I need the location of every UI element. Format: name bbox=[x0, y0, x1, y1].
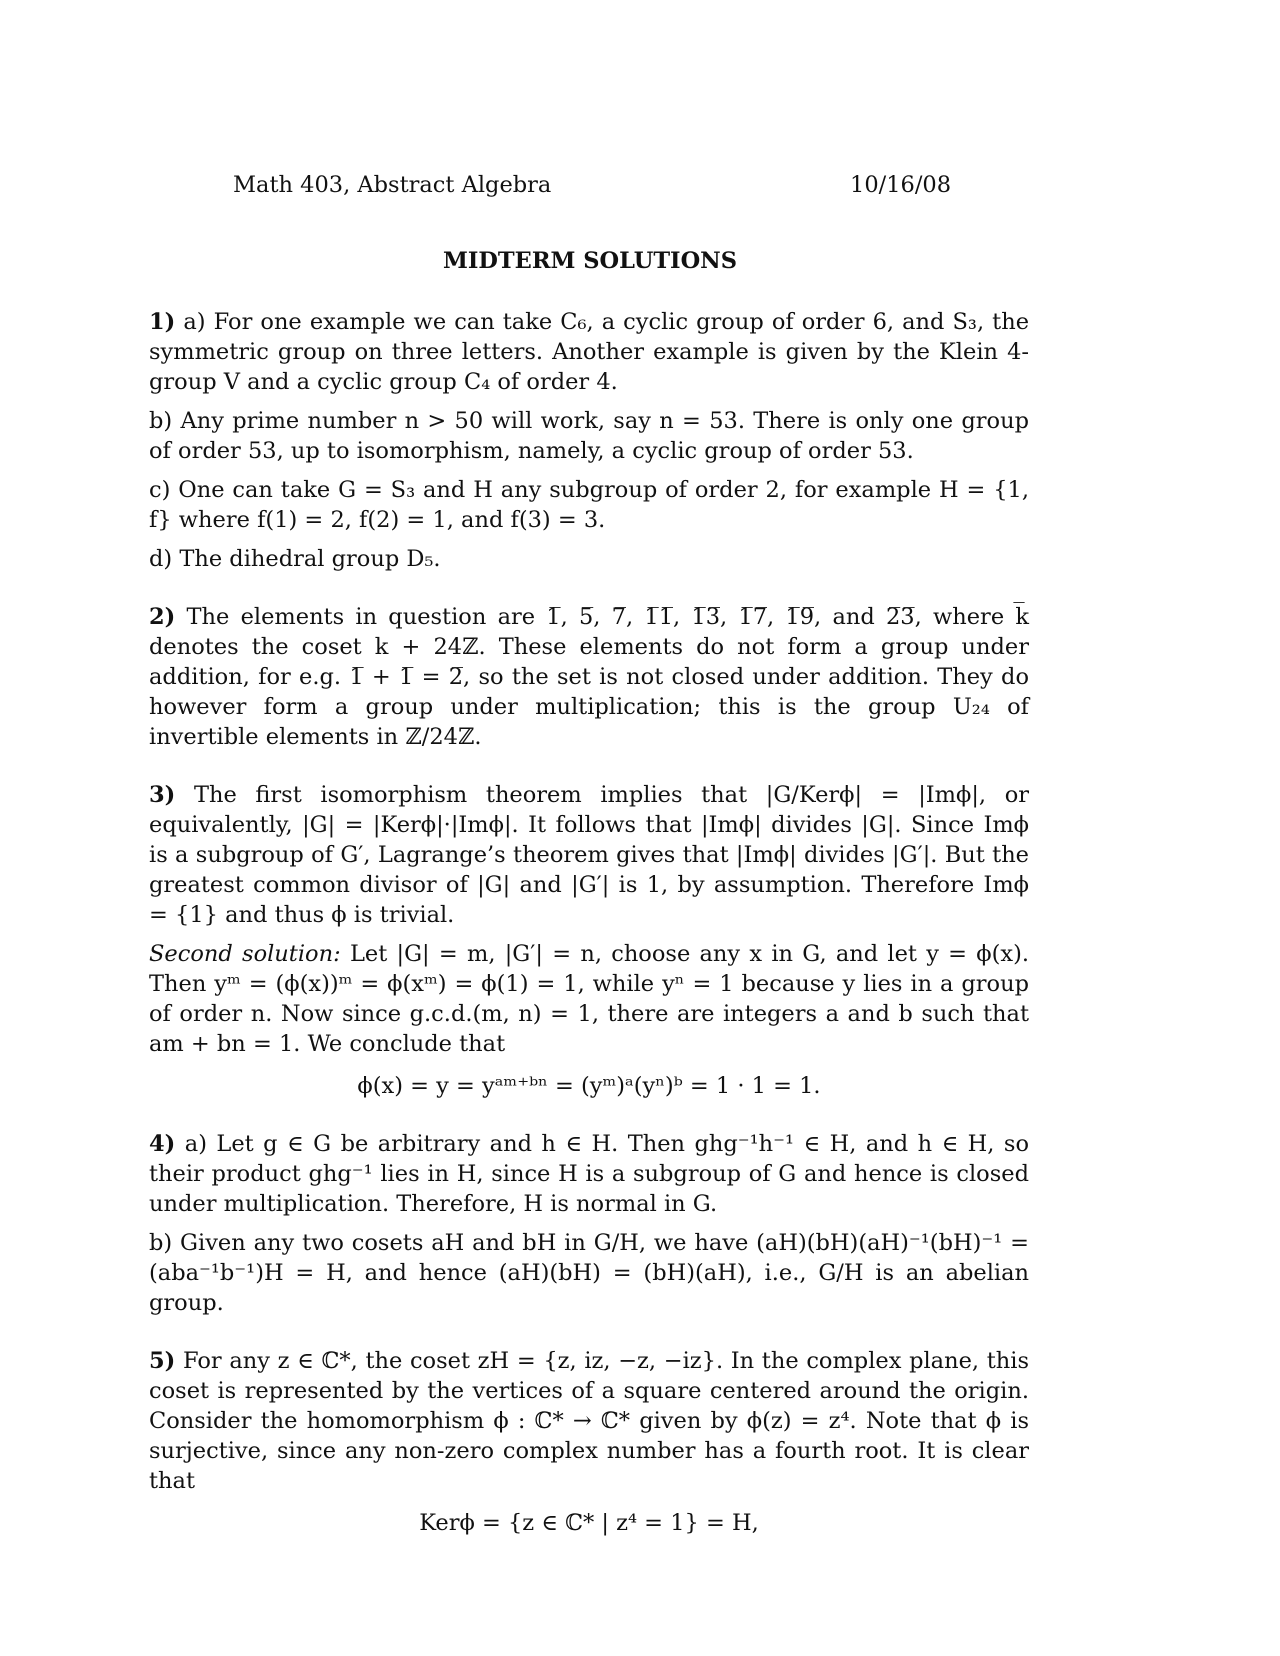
problem-number: 3) bbox=[149, 782, 176, 808]
problem-5-text: For any z ∈ ℂ*, the coset zH = {z, iz, −z, −iz}. In the complex plane, this coset is represented by the vertices of a square centered around the origin. Consider the homomorphism ϕ : ℂ* → ℂ* given by ϕ(z) = z⁴. Note that ϕ is surjective, since any non-zero complex number has a fourth root. It is clear that bbox=[149, 1348, 1029, 1494]
problem-3-display-equation: ϕ(x) = y = yᵃᵐ⁺ᵇⁿ = (yᵐ)ᵃ(yⁿ)ᵇ = 1 · 1 = 1. bbox=[357, 1073, 821, 1099]
problem-number: 2) bbox=[149, 604, 176, 630]
problem-2-text: The elements in question are 1̅, 5̅, 7̅, 1̅1̅, 1̅3̅, 1̅7̅, 1̅9̅, and 2̅3̅, where k̅ denotes the coset k + 24ℤ. These elements do not form a group under addition, for e.g. 1̅ + 1̅ = 2̅, so the set is not closed under addition. They do however form a group under multiplication; this is the group U₂₄ of invertible elements in ℤ/24ℤ. bbox=[149, 604, 1029, 750]
second-solution-text: Let |G| = m, |G′| = n, choose any x in G, and let y = ϕ(x). Then yᵐ = (ϕ(x))ᵐ = ϕ(xᵐ) = ϕ(1) = 1, while yⁿ = 1 because y lies in a group of order n. Now since g.c.d.(m, n) = 1, there are integers a and b such that am + bn = 1. We conclude that bbox=[149, 941, 1030, 1057]
problem-number: 1) bbox=[149, 309, 176, 335]
document-body bbox=[149, 307, 1029, 1552]
problem-4b: b) Given any two cosets aH and bH in G/H, we have (aH)(bH)(aH)⁻¹(bH)⁻¹ = (aba⁻¹b⁻¹)H = H, and hence (aH)(bH) = (bH)(aH), i.e., G/H is an abelian group. bbox=[149, 1230, 1029, 1316]
problem-2 bbox=[149, 602, 1029, 752]
date-header: 10/16/08 bbox=[850, 172, 952, 198]
problem-1b: b) Any prime number n > 50 will work, say n = 53. There is only one group of order 53, up to isomorphism, namely, a cyclic group of order 53. bbox=[149, 408, 1029, 464]
problem-number: 5) bbox=[149, 1348, 176, 1374]
problem-5-display-equation: Kerϕ = {z ∈ ℂ* | z⁴ = 1} = H, bbox=[419, 1510, 759, 1536]
problem-1 bbox=[149, 307, 1029, 574]
problem-1c: c) One can take G = S₃ and H any subgroup of order 2, for example H = {1, f} where f(1) = 2, f(2) = 1, and f(3) = 3. bbox=[149, 477, 1029, 533]
course-header: Math 403, Abstract Algebra bbox=[233, 172, 552, 198]
problem-3-text: The first isomorphism theorem implies that |G/Kerϕ| = |Imϕ|, or equivalently, |G| = |Kerϕ|·|Imϕ|. It follows that |Imϕ| divides |G|. Since Imϕ is a subgroup of G′, Lagrange’s theorem gives that |Imϕ| divides |G′|. But the greatest common divisor of |G| and |G′| is 1, by assumption. Therefore Imϕ = {1} and thus ϕ is trivial. bbox=[149, 782, 1029, 928]
page-title: MIDTERM SOLUTIONS bbox=[442, 248, 738, 274]
problem-5 bbox=[149, 1346, 1029, 1538]
problem-3 bbox=[149, 780, 1029, 1101]
problem-4 bbox=[149, 1129, 1029, 1318]
problem-1d: d) The dihedral group D₅. bbox=[149, 546, 441, 572]
problem-4a: a) Let g ∈ G be arbitrary and h ∈ H. Then ghg⁻¹h⁻¹ ∈ H, and h ∈ H, so their product ghg⁻¹ lies in H, since H is a subgroup of G and hence is closed under multiplication. Therefore, H is normal in G. bbox=[149, 1131, 1029, 1217]
problem-number: 4) bbox=[149, 1131, 176, 1157]
problem-1a: a) For one example we can take C₆, a cyclic group of order 6, and S₃, the symmetric group on three letters. Another example is given by the Klein 4-group V and a cyclic group C₄ of order 4. bbox=[149, 309, 1030, 395]
second-solution-label: Second solution: bbox=[149, 941, 341, 967]
